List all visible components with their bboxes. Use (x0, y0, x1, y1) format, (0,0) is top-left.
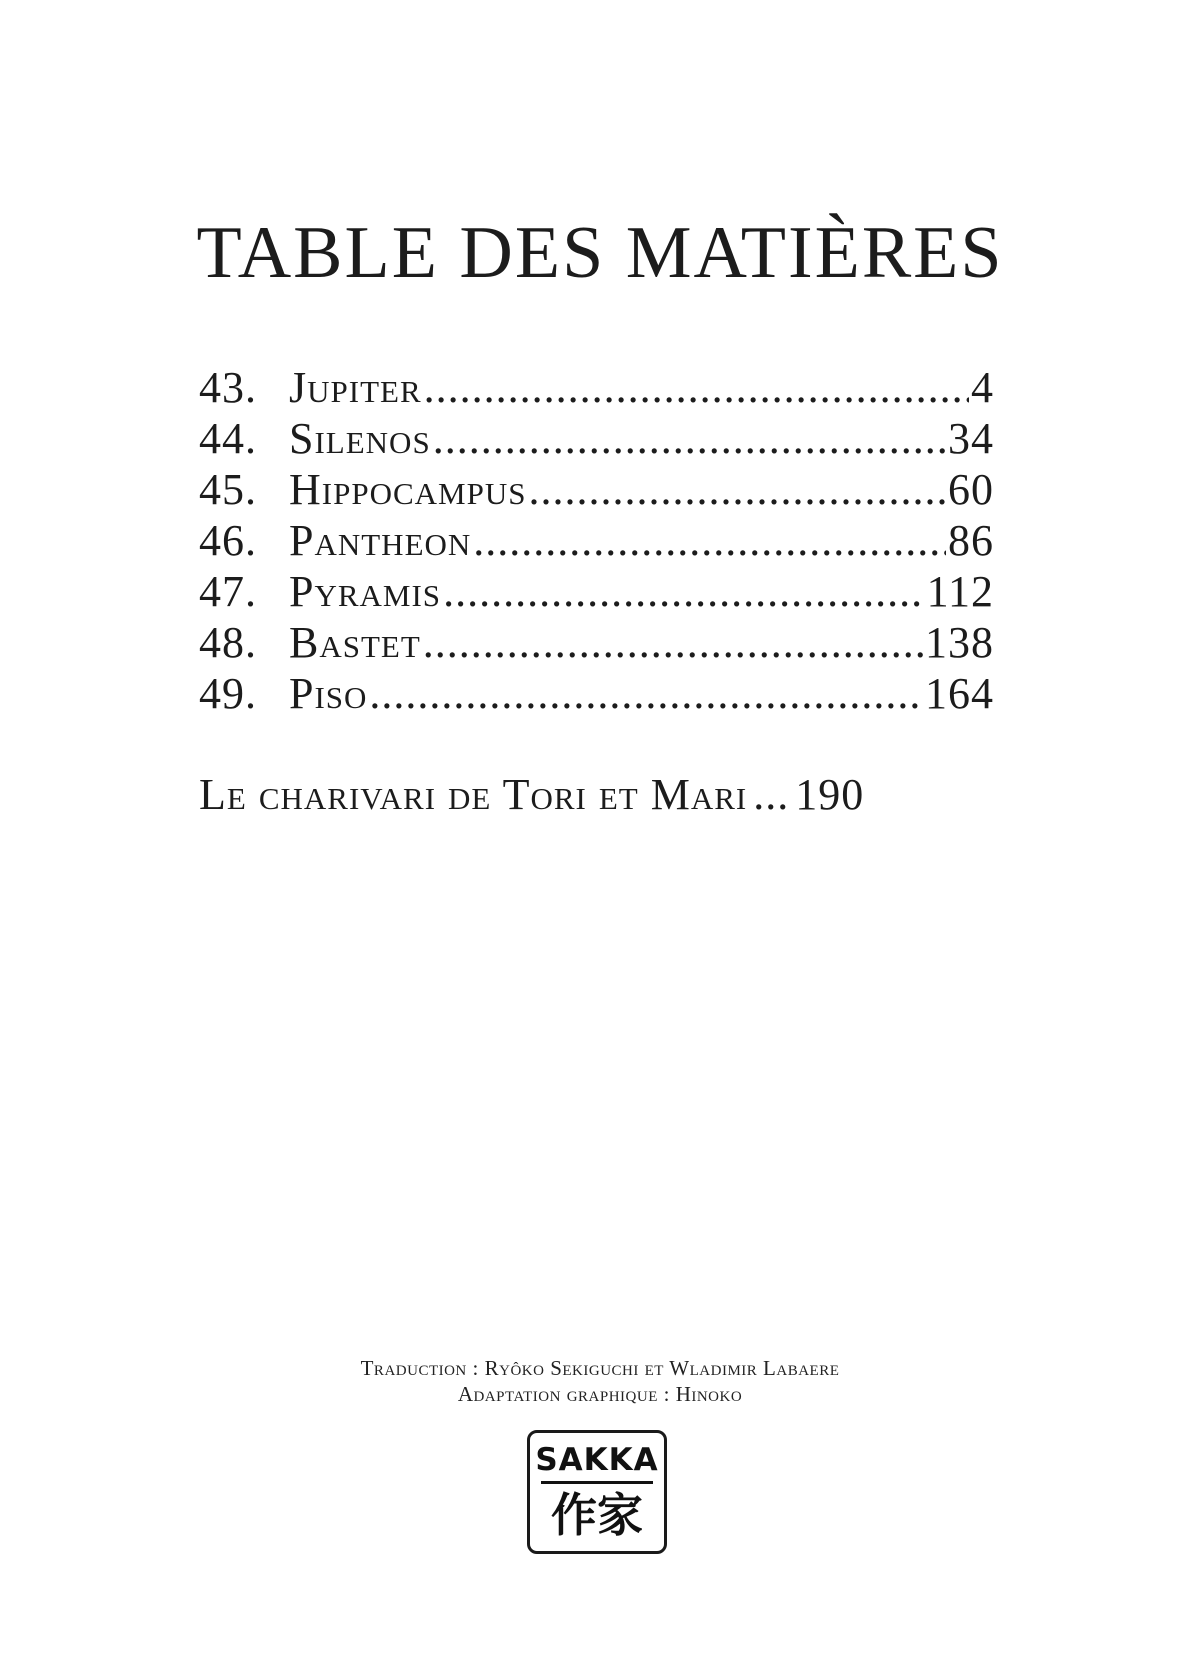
dot-leader (433, 413, 946, 464)
dot-leader (443, 566, 925, 617)
toc-entry-charivari[interactable] (199, 769, 994, 820)
chapter-number: 44. (199, 414, 257, 463)
chapter-number: 45. (199, 465, 257, 514)
chapter-number: 43. (199, 363, 257, 412)
adaptation-credit: Adaptation graphique : Hinoko (457, 1382, 743, 1406)
chapter-page: 4 (971, 363, 994, 412)
publisher-logo (527, 1430, 667, 1554)
bonus-page: 190 (795, 770, 865, 819)
chapter-title: Piso (289, 669, 368, 718)
dot-leader: ... (753, 770, 790, 819)
chapter-page: 60 (948, 465, 994, 514)
toc-entry-silenos[interactable] (199, 413, 994, 464)
page-title: TABLE DES MATIÈRES (196, 212, 1004, 294)
chapter-title: Jupiter (289, 363, 422, 412)
toc-entry-jupiter[interactable] (199, 362, 994, 413)
bonus-title: Le charivari de Tori et Mari (199, 770, 748, 819)
chapter-number: 48. (199, 618, 257, 667)
table-of-contents (199, 362, 994, 719)
chapter-page: 86 (948, 516, 994, 565)
dot-leader (528, 464, 946, 515)
dot-leader (423, 617, 923, 668)
chapter-number: 49. (199, 669, 257, 718)
toc-entry-piso[interactable] (199, 668, 994, 719)
chapter-title: Hippocampus (289, 465, 527, 514)
chapter-page: 34 (948, 414, 994, 463)
logo-latin-text: SAKKA (535, 1442, 659, 1478)
logo-kanji-text: 作家 (551, 1488, 643, 1542)
dot-leader (369, 668, 923, 719)
chapter-page: 138 (925, 618, 994, 667)
toc-entry-bastet[interactable] (199, 617, 994, 668)
dot-leader (424, 362, 969, 413)
toc-entry-pyramis[interactable] (199, 566, 994, 617)
chapter-page: 112 (926, 567, 994, 616)
toc-entry-pantheon[interactable] (199, 515, 994, 566)
translation-credit: Traduction : Ryôko Sekiguchi et Wladimir Labaere (360, 1356, 840, 1380)
toc-entry-hippocampus[interactable] (199, 464, 994, 515)
chapter-number: 46. (199, 516, 257, 565)
chapter-page: 164 (925, 669, 994, 718)
credits (0, 1355, 1200, 1407)
chapter-title: Bastet (289, 618, 421, 667)
chapter-title: Pyramis (289, 567, 442, 616)
chapter-title: Silenos (289, 414, 431, 463)
dot-leader (473, 515, 946, 566)
chapter-number: 47. (199, 567, 257, 616)
logo-divider (541, 1481, 653, 1484)
chapter-title: Pantheon (289, 516, 472, 565)
